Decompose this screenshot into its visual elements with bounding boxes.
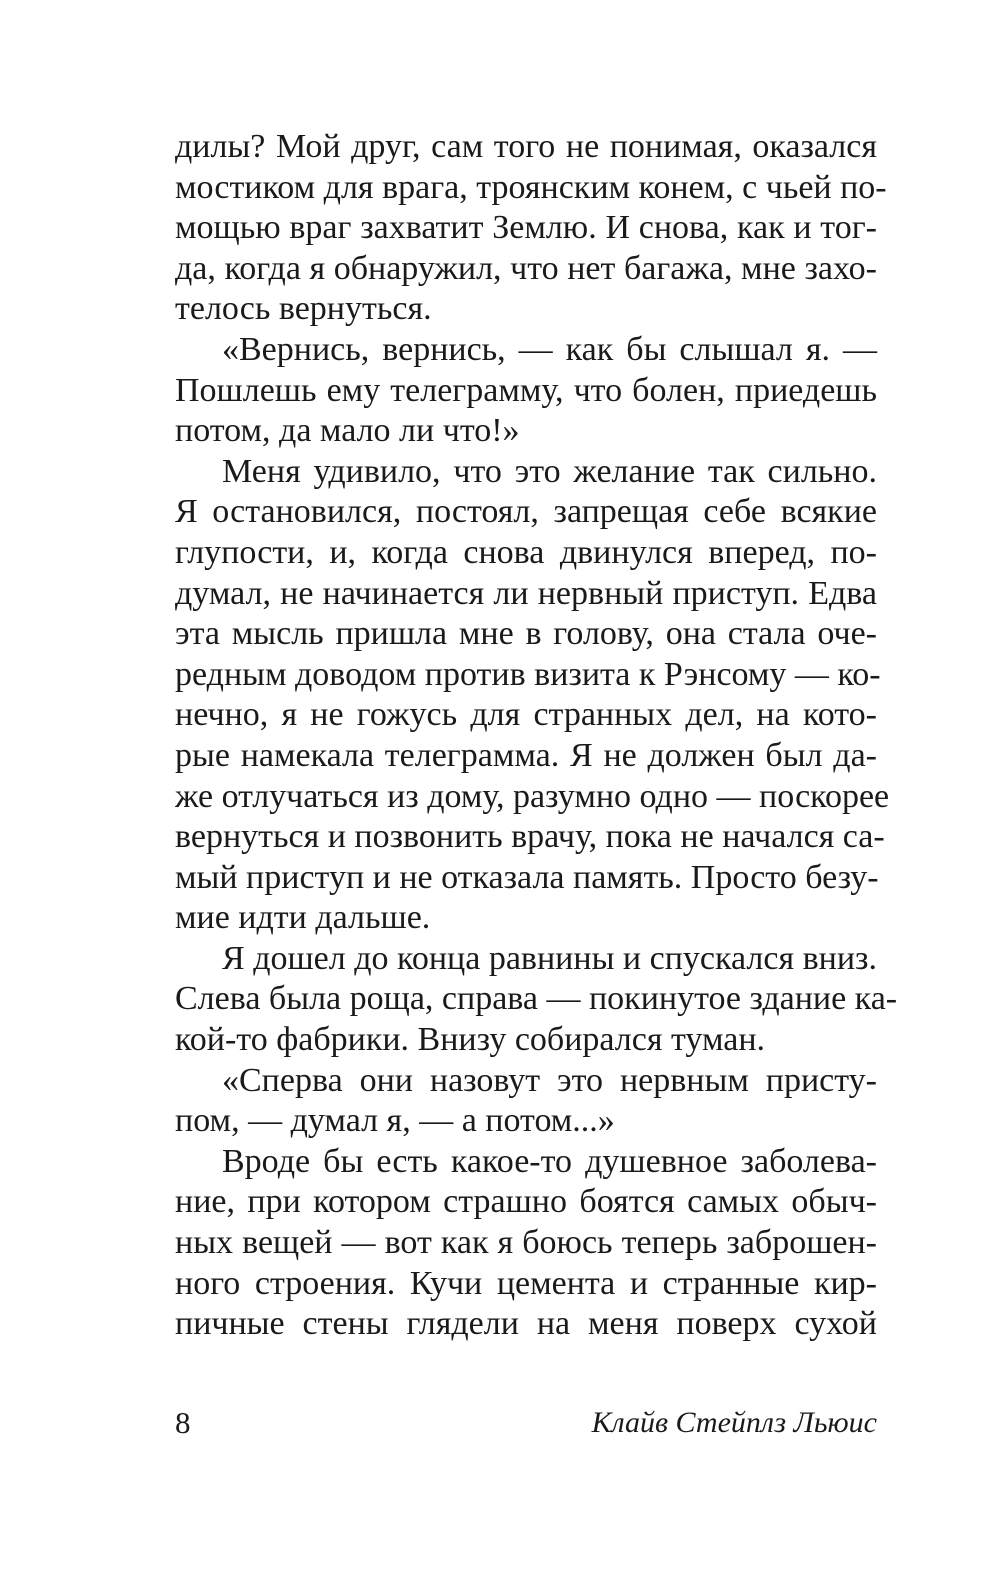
page-number: 8 [175, 1405, 191, 1440]
text-line: Пошлешь ему телеграмму, что болен, приедешь [175, 371, 877, 409]
text-line: «Вернись, вернись, — как бы слышал я. — [222, 330, 877, 368]
text-line: рые намекала телеграмма. Я не должен был да- [175, 736, 877, 774]
text-line: потом, да мало ли что!» [175, 412, 520, 450]
text-line: да, когда я обнаружил, что нет багажа, мне захо- [175, 249, 877, 287]
text-line: мостиком для врага, троянским конем, с чьей по- [175, 168, 887, 206]
text-line: ного строения. Кучи цемента и странные кир- [175, 1264, 877, 1302]
text-line: Меня удивило, что это желание так сильно. [222, 452, 877, 490]
text-line: пичные стены глядели на меня поверх сухой [175, 1305, 877, 1343]
text-line: пом, — думал я, — а потом...» [175, 1102, 615, 1140]
text-line: мый приступ и не отказала память. Просто безу- [175, 858, 879, 896]
body-text [175, 127, 898, 1345]
running-header-author: Клайв Стейплз Льюис [591, 1406, 877, 1439]
text-line: «Сперва они назовут это нервным присту- [222, 1061, 877, 1099]
text-line: Я остановился, постоял, запрещая себе всякие [175, 493, 877, 531]
text-line: глупости, и, когда снова двинулся вперед, по- [175, 533, 877, 571]
text-line: эта мысль пришла мне в голову, она стала оче- [175, 615, 877, 653]
text-line: мие идти дальше. [175, 899, 431, 937]
text-line: же отлучаться из дому, разумно одно — поскорее [175, 777, 890, 815]
text-line: кой-то фабрики. Внизу собирался туман. [175, 1021, 766, 1059]
text-line: телось вернуться. [175, 290, 432, 328]
text-line: редным доводом против визита к Рэнсому — ко- [175, 655, 881, 693]
text-line: ных вещей — вот как я боюсь теперь заброшен- [175, 1224, 877, 1262]
text-line: Вроде бы есть какое-то душевное заболева- [222, 1142, 877, 1180]
page-footer [175, 1403, 877, 1443]
text-line: думал, не начинается ли нервный приступ. Едва [175, 574, 877, 612]
text-line: ние, при котором страшно боятся самых обыч- [175, 1183, 877, 1221]
text-line: дилы? Мой друг, сам того не понимая, оказался [175, 128, 877, 165]
text-line: Я дошел до конца равнины и спускался вниз. [222, 939, 877, 977]
text-line: вернуться и позвонить врачу, пока не начался са- [175, 818, 885, 856]
text-line: нечно, я не гожусь для странных дел, на кото- [175, 696, 877, 734]
text-line: Слева была роща, справа — покинутое здание ка- [175, 980, 898, 1018]
text-line: мощью враг захватит Землю. И снова, как и тог- [175, 209, 877, 247]
